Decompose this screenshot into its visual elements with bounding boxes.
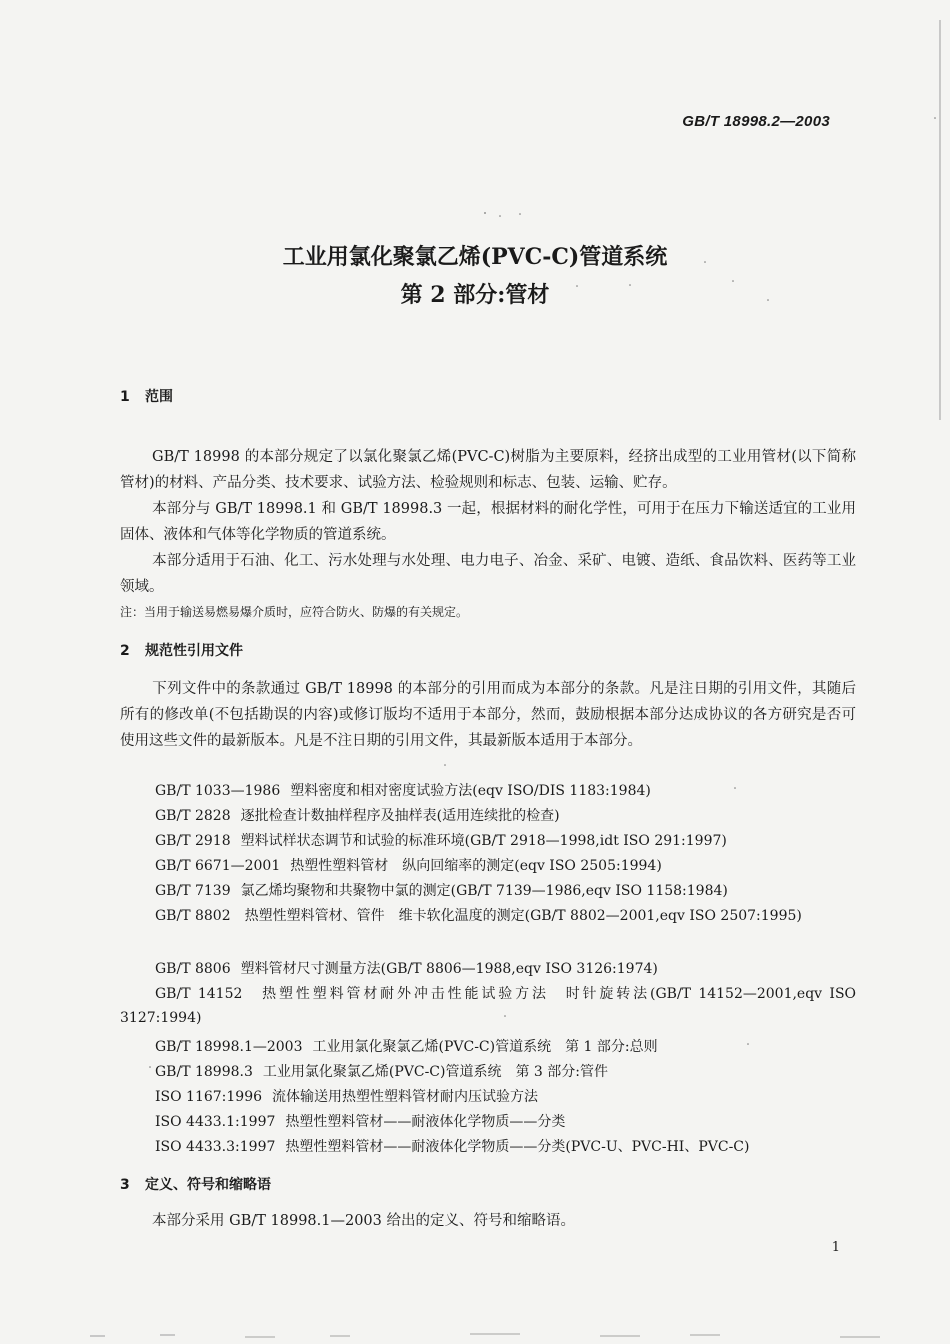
reference-item <box>155 880 728 900</box>
reference-title: 热塑性塑料管材——耐液体化学物质——分类(PVC-U、PVC-HI、PVC-C) <box>285 1139 750 1155</box>
reference-code: GB/T 1033—1986 <box>155 783 281 799</box>
reference-item <box>155 958 658 978</box>
reference-title: 塑料密度和相对密度试验方法(eqv ISO/DIS 1183:1984) <box>290 783 651 799</box>
section-1-paragraph-1: GB/T 18998 的本部分规定了以氯化聚氯乙烯(PVC-C)树脂为主要原料，经挤出成型的工业用管材(以下简称管材)的材料、产品分类、技术要求、试验方法、检验规则和标志、包装、运输、贮存。 <box>120 449 856 491</box>
section-2-paragraph-1: 下列文件中的条款通过 GB/T 18998 的本部分的引用而成为本部分的条款。凡是注日期的引用文件，其随后所有的修改单(不包括勘误的内容)或修订版均不适用于本部分，然而，鼓励根据本部分达成协议的各方研究是否可使用这些文件的最新版本。凡是不注日期的引用文件，其最新版本适用于本部分。 <box>120 681 856 749</box>
section-number: 1 <box>120 389 130 405</box>
reference-code: GB/T 18998.3 <box>155 1064 253 1080</box>
reference-code: ISO 4433.3:1997 <box>155 1139 276 1155</box>
section-1-paragraph-3: 本部分适用于石油、化工、污水处理与水处理、电力电子、冶金、采矿、电镀、造纸、食品饮料、医药等工业领域。 <box>120 553 856 595</box>
section-number: 3 <box>120 1177 130 1193</box>
reference-item <box>155 1061 608 1081</box>
reference-item <box>155 1086 538 1106</box>
reference-title: 热塑性塑料管材 纵向回缩率的测定(eqv ISO 2505:1994) <box>290 858 662 874</box>
section-title: 定义、符号和缩略语 <box>145 1177 271 1193</box>
reference-title: 热塑性塑料管材——耐液体化学物质——分类 <box>285 1114 566 1130</box>
section-1-note: 注：当用于输送易燃易爆介质时，应符合防火、防爆的有关规定。 <box>120 605 469 619</box>
reference-code: GB/T 6671—2001 <box>155 858 281 874</box>
reference-code: GB/T 7139 <box>155 883 231 899</box>
reference-title: 流体输送用热塑性塑料管材耐内压试验方法 <box>272 1089 539 1105</box>
reference-title: 热塑性塑料管材、管件 维卡软化温度的测定(GB/T 8802—2001,eqv ISO 2507:1995) <box>244 908 802 924</box>
section-3-heading <box>120 1174 271 1194</box>
reference-item <box>155 780 651 800</box>
reference-title: 热塑性塑料管材耐外冲击性能试验方法 时针旋转法(GB/T 14152—2001,eqv ISO 3127:1994) <box>120 986 857 1026</box>
reference-item <box>155 830 727 850</box>
reference-item <box>120 904 856 928</box>
page-number: 1 <box>831 1240 840 1255</box>
document-title <box>0 238 950 314</box>
reference-code: GB/T 2918 <box>155 833 231 849</box>
section-1-paragraph-2: 本部分与 GB/T 18998.1 和 GB/T 18998.3 一起，根据材料的耐化学性，可用于在压力下输送适宜的工业用固体、液体和气体等化学物质的管道系统。 <box>120 501 856 543</box>
reference-title: 塑料试样状态调节和试验的标准环境(GB/T 2918—1998,idt ISO 291:1997) <box>240 833 727 849</box>
section-title: 规范性引用文件 <box>145 643 243 659</box>
reference-code: GB/T 8806 <box>155 961 231 977</box>
section-title: 范围 <box>145 389 173 405</box>
reference-code: ISO 1167:1996 <box>155 1089 263 1105</box>
reference-item <box>155 855 662 875</box>
reference-code: ISO 4433.1:1997 <box>155 1114 276 1130</box>
reference-item <box>155 1036 658 1056</box>
reference-code: GB/T 8802 <box>155 908 231 924</box>
reference-title: 塑料管材尺寸测量方法(GB/T 8806—1988,eqv ISO 3126:1974) <box>240 961 658 977</box>
reference-item <box>155 1111 565 1131</box>
reference-title: 工业用氯化聚氯乙烯(PVC-C)管道系统 第 1 部分:总则 <box>312 1039 658 1055</box>
reference-item <box>155 805 560 825</box>
section-1-heading <box>120 386 173 406</box>
standard-code-header: GB/T 18998.2—2003 <box>682 113 830 130</box>
reference-code: GB/T 14152 <box>155 986 243 1002</box>
reference-item <box>120 982 856 1030</box>
title-line-2: 第 2 部分:管材 <box>400 282 550 308</box>
section-2-heading <box>120 640 243 660</box>
reference-code: GB/T 18998.1—2003 <box>155 1039 303 1055</box>
reference-title: 氯乙烯均聚物和共聚物中氯的测定(GB/T 7139—1986,eqv ISO 1158:1984) <box>240 883 728 899</box>
title-line-1: 工业用氯化聚氯乙烯(PVC-C)管道系统 <box>282 244 668 270</box>
section-3-paragraph-1: 本部分采用 GB/T 18998.1—2003 给出的定义、符号和缩略语。 <box>152 1213 575 1229</box>
reference-item <box>155 1136 749 1156</box>
reference-title: 逐批检查计数抽样程序及抽样表(适用连续批的检查) <box>240 808 560 824</box>
reference-title: 工业用氯化聚氯乙烯(PVC-C)管道系统 第 3 部分:管件 <box>262 1064 609 1080</box>
reference-code: GB/T 2828 <box>155 808 231 824</box>
section-number: 2 <box>120 643 130 659</box>
